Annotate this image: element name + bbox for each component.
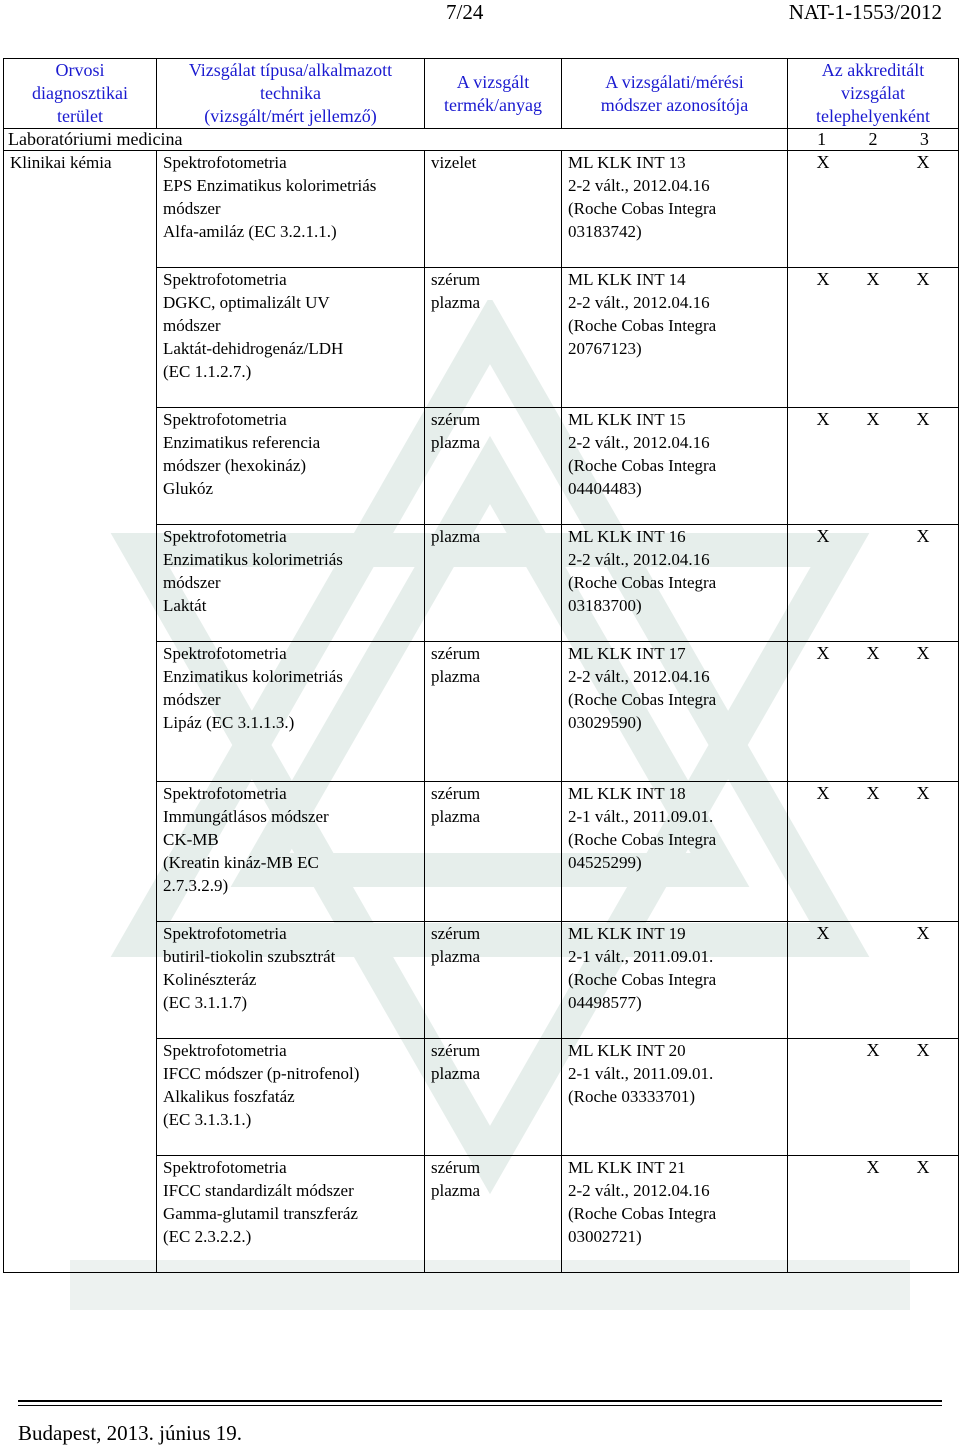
technique-line: DGKC, optimalizált UV [163,293,330,312]
site-marks [794,268,952,291]
technique-cell [157,922,425,1039]
site-mark: X [866,269,880,289]
sites-cell [788,408,959,525]
technique-cell [157,1156,425,1273]
site-marks [794,922,952,945]
method-cell [562,1156,788,1273]
site-marks [794,151,952,174]
site-mark: X [816,783,830,803]
site-marks [794,1156,952,1179]
sites-cell [788,525,959,642]
product-line: szérum [431,924,481,943]
method-cell [562,525,788,642]
method-line: ML KLK INT 18 [568,784,686,803]
site-marks [794,642,952,665]
technique-line: butiril-tiokolin szubsztrát [163,947,336,966]
method-cell [562,268,788,408]
method-line: (Roche Cobas Integra [568,316,717,335]
technique-line: módszer [163,573,221,592]
site-mark: X [866,409,880,429]
method-line: ML KLK INT 21 [568,1158,686,1177]
technique-cell [157,525,425,642]
product-cell [425,151,562,268]
site-mark: X [916,923,930,943]
technique-line: Glukóz [163,479,214,498]
table-row [4,268,959,408]
method-line: 03183742) [568,222,642,241]
product-cell [425,408,562,525]
method-line: ML KLK INT 17 [568,644,686,663]
technique-line: módszer [163,199,221,218]
technique-line: 2.7.3.2.9) [163,876,229,895]
method-line: (Roche Cobas Integra [568,690,717,709]
col-area-header: Orvosi diagnosztikai terület [4,59,157,129]
method-line: (Roche Cobas Integra [568,199,717,218]
site-marks [794,782,952,805]
table-row [4,408,959,525]
method-cell [562,922,788,1039]
document-id: NAT-1-1553/2012 [788,0,942,24]
product-line: szérum [431,1041,481,1060]
method-line: 2-2 vált., 2012.04.16 [568,550,710,569]
method-line: 03029590) [568,713,642,732]
method-line: 2-2 vált., 2012.04.16 [568,667,710,686]
technique-cell [157,1039,425,1156]
technique-line: Spektrofotometria [163,644,287,663]
technique-line: IFCC standardizált módszer [163,1181,354,1200]
method-line: 04525299) [568,853,642,872]
method-line: ML KLK INT 15 [568,410,686,429]
technique-line: Enzimatikus referencia [163,433,321,452]
product-cell [425,1039,562,1156]
footer-place-date: Budapest, 2013. június 19. [18,1421,242,1445]
method-line: ML KLK INT 13 [568,153,686,172]
method-line: 2-1 vált., 2011.09.01. [568,947,714,966]
method-line: (Roche Cobas Integra [568,456,717,475]
sites-cell [788,1039,959,1156]
method-line: ML KLK INT 19 [568,924,686,943]
sites-cell [788,268,959,408]
method-line: 04498577) [568,993,642,1012]
site-number: 3 [919,129,929,149]
product-line: plazma [431,433,481,452]
site-mark: X [816,269,830,289]
technique-line: Gamma-glutamil transzferáz [163,1204,358,1223]
technique-line: Spektrofotometria [163,1041,287,1060]
col-method-header: A vizsgálati/mérési módszer azonosítója [562,59,788,129]
table-row [4,782,959,922]
method-line: 2-1 vált., 2011.09.01. [568,1064,714,1083]
technique-line: Spektrofotometria [163,924,287,943]
method-line: 03183700) [568,596,642,615]
site-mark: X [916,643,930,663]
technique-line: Spektrofotometria [163,1158,287,1177]
technique-line: Kolinészteráz [163,970,257,989]
table-row [4,1156,959,1273]
table-row [4,525,959,642]
sites-cell [788,642,959,782]
product-line: vizelet [431,153,477,172]
accreditation-table [3,58,959,1273]
method-line: (Roche 03333701) [568,1087,696,1106]
method-line: ML KLK INT 14 [568,270,686,289]
site-mark: X [866,1040,880,1060]
technique-line: IFCC módszer (p-nitrofenol) [163,1064,360,1083]
product-line: plazma [431,807,481,826]
technique-line: CK-MB [163,830,219,849]
col-product-header: A vizsgált termék/anyag [425,59,562,129]
section-label: Laboratóriumi medicina [4,129,788,151]
product-line: plazma [431,667,481,686]
method-line: 20767123) [568,339,642,358]
technique-line: (EC 1.1.2.7.) [163,362,252,381]
product-line: plazma [431,1064,481,1083]
area-cell [4,408,157,525]
method-cell [562,151,788,268]
method-line: ML KLK INT 20 [568,1041,686,1060]
technique-line: Spektrofotometria [163,153,287,172]
table-row [4,642,959,782]
method-line: (Roche Cobas Integra [568,970,717,989]
product-line: plazma [431,293,481,312]
product-line: szérum [431,410,481,429]
product-cell [425,525,562,642]
site-mark: X [866,643,880,663]
site-mark [811,1156,835,1179]
technique-line: módszer [163,690,221,709]
technique-line: Immungátlásos módszer [163,807,329,826]
technique-line: Alfa-amiláz (EC 3.2.1.1.) [163,222,337,241]
technique-cell [157,268,425,408]
sites-cell [788,1156,959,1273]
product-cell [425,642,562,782]
method-cell [562,408,788,525]
section-row [4,129,959,151]
site-mark: X [816,152,830,172]
method-cell [562,1039,788,1156]
site-mark: X [916,409,930,429]
column-header-row [4,59,959,129]
site-mark: X [916,783,930,803]
product-cell [425,268,562,408]
col-sites-header: Az akkreditált vizsgálat telephelyenként [788,59,959,129]
site-mark: X [916,152,930,172]
technique-cell [157,642,425,782]
technique-line: Enzimatikus kolorimetriás [163,550,343,569]
table-row [4,922,959,1039]
site-mark: X [866,1157,880,1177]
col-technique-header: Vizsgálat típusa/alkalmazott technika (vizsgált/mért jellemző) [157,59,425,129]
technique-line: Laktát [163,596,207,615]
sites-cell [788,782,959,922]
product-cell [425,922,562,1039]
method-line: 2-2 vált., 2012.04.16 [568,176,710,195]
method-line: (Roche Cobas Integra [568,573,717,592]
area-cell [4,922,157,1039]
technique-cell [157,782,425,922]
method-cell [562,642,788,782]
method-line: (Roche Cobas Integra [568,1204,717,1223]
technique-line: Spektrofotometria [163,270,287,289]
site-mark: X [916,526,930,546]
technique-cell [157,151,425,268]
site-mark: X [816,409,830,429]
product-line: szérum [431,1158,481,1177]
method-line: 03002721) [568,1227,642,1246]
product-line: szérum [431,270,481,289]
product-line: plazma [431,947,481,966]
technique-line: Spektrofotometria [163,410,287,429]
area-cell [4,782,157,922]
technique-line: módszer (hexokináz) [163,456,307,475]
area-cell [4,268,157,408]
site-mark: X [816,923,830,943]
site-mark: X [816,526,830,546]
technique-line: (EC 2.3.2.2.) [163,1227,252,1246]
technique-line: EPS Enzimatikus kolorimetriás [163,176,377,195]
site-number: 1 [817,129,827,149]
technique-line: (EC 3.1.3.1.) [163,1110,252,1129]
footer-divider [18,1405,942,1406]
area-cell [4,1039,157,1156]
area-cell [4,1156,157,1273]
method-line: ML KLK INT 16 [568,527,686,546]
product-line: plazma [431,527,481,546]
area-cell: Klinikai kémia [4,151,157,268]
footer-divider [18,1400,942,1402]
technique-line: Enzimatikus kolorimetriás [163,667,343,686]
technique-line: Lipáz (EC 3.1.1.3.) [163,713,295,732]
technique-line: (EC 3.1.1.7) [163,993,248,1012]
site-marks [794,408,952,431]
site-mark: X [816,643,830,663]
technique-line: (Kreatin kináz-MB EC [163,853,319,872]
table-row [4,151,959,268]
product-cell [425,1156,562,1273]
site-number: 2 [868,129,878,149]
product-cell [425,782,562,922]
technique-cell [157,408,425,525]
method-line: 2-2 vált., 2012.04.16 [568,433,710,452]
site-mark [861,151,885,174]
method-line: 2-2 vált., 2012.04.16 [568,1181,710,1200]
method-line: 2-1 vált., 2011.09.01. [568,807,714,826]
site-mark: X [916,1040,930,1060]
site-mark [861,525,885,548]
method-line: (Roche Cobas Integra [568,830,717,849]
site-marks [794,525,952,548]
sites-cell [788,922,959,1039]
site-mark: X [916,269,930,289]
page-number: 7/24 [446,0,484,24]
product-line: szérum [431,784,481,803]
site-mark [861,922,885,945]
technique-line: Laktát-dehidrogenáz/LDH [163,339,344,358]
area-cell [4,525,157,642]
site-mark: X [916,1157,930,1177]
site-marks [794,1039,952,1062]
technique-line: Spektrofotometria [163,784,287,803]
site-numbers [792,129,954,150]
site-mark [811,1039,835,1062]
site-mark: X [866,783,880,803]
method-line: 04404483) [568,479,642,498]
area-cell [4,642,157,782]
technique-line: módszer [163,316,221,335]
technique-line: Spektrofotometria [163,527,287,546]
technique-line: Alkalikus foszfatáz [163,1087,295,1106]
sites-cell [788,151,959,268]
method-cell [562,782,788,922]
product-line: plazma [431,1181,481,1200]
table-row [4,1039,959,1156]
method-line: 2-2 vált., 2012.04.16 [568,293,710,312]
product-line: szérum [431,644,481,663]
